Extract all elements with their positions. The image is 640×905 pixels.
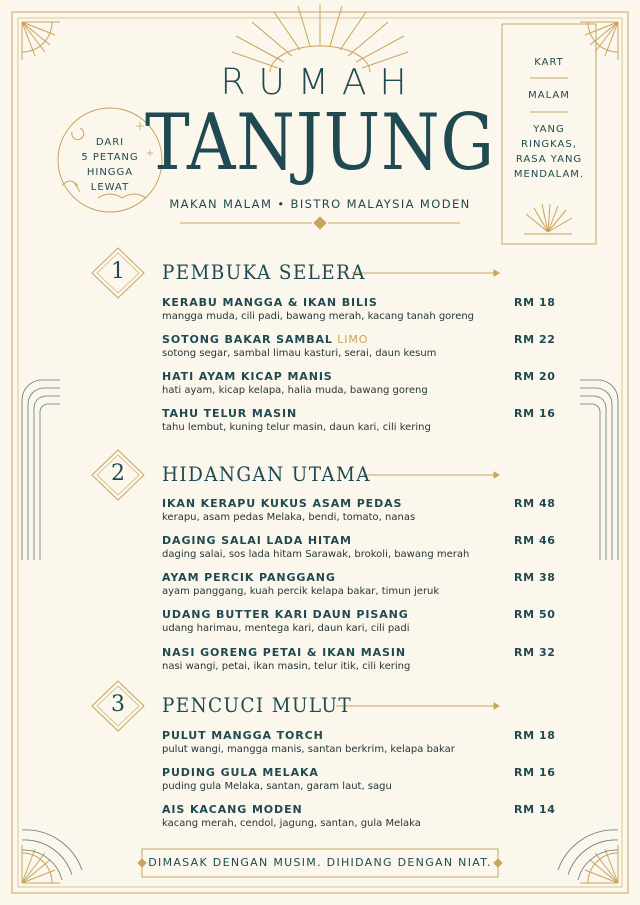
menu-note-line: MENDALAM.: [513, 169, 585, 180]
menu-item-name: UDANG BUTTER KARI DAUN PISANG: [162, 608, 409, 621]
menu-item-desc: nasi wangi, petai, ikan masin, telur itik, cili kering: [162, 661, 411, 672]
menu-note-line: RASA YANG: [515, 154, 583, 165]
left-arch-ornament: [22, 380, 60, 560]
brand-name-main: TANJUNG: [145, 98, 495, 188]
menu-item-price: RM 16: [514, 766, 556, 779]
right-arch-ornament: [580, 380, 618, 560]
menu-item-name: TAHU TELUR MASIN: [162, 407, 298, 420]
menu-note-line: YANG: [533, 124, 565, 135]
menu-item-name: AIS KACANG MODEN: [162, 803, 303, 816]
menu-item-price: RM 50: [514, 608, 556, 621]
menu-item-desc: kacang merah, cendol, jagung, santan, gula Melaka: [162, 818, 421, 829]
tagline: MAKAN MALAM • BISTRO MALAYSIA MODEN: [169, 197, 471, 211]
menu-item-price: RM 20: [514, 370, 556, 383]
menu-item-desc: pulut wangi, mangga manis, santan berkrim, kelapa bakar: [162, 744, 455, 755]
menu-item-name: IKAN KERAPU KUKUS ASAM PEDAS: [162, 497, 403, 510]
menu-note-subtitle: MALAM: [528, 90, 570, 101]
section-title: PENCUCI MULUT: [162, 693, 352, 717]
menu-item-desc: hati ayam, kicap kelapa, halia muda, bawang goreng: [162, 385, 428, 396]
menu-item-desc: kerapu, asam pedas Melaka, bendi, tomato, nanas: [162, 512, 416, 523]
menu-item-name: PULUT MANGGA TORCH: [162, 729, 324, 742]
hours-line: HINGGA: [86, 167, 134, 178]
menu-item-desc: tahu lembut, kuning telur masin, daun kari, cili kering: [162, 422, 431, 433]
menu-item-price: RM 14: [514, 803, 556, 816]
menu-item-desc: udang harimau, mentega kari, daun kari, cili padi: [162, 623, 410, 634]
menu-item-name: NASI GORENG PETAI & IKAN MASIN: [162, 646, 406, 659]
menu-item-price: RM 48: [514, 497, 556, 510]
menu-item-price: RM 18: [514, 729, 556, 742]
menu-note-body: [502, 122, 596, 182]
menu-note-line: RINGKAS,: [521, 139, 577, 150]
hours-badge: [70, 135, 150, 195]
bottom-right-arc: [558, 830, 618, 880]
menu-item-price: RM 32: [514, 646, 556, 659]
menu-item-desc: mangga muda, cili padi, bawang merah, kacang tanah goreng: [162, 311, 475, 322]
hours-line: 5 PETANG: [81, 152, 139, 163]
menu-item-desc: sotong segar, sambal limau kasturi, serai, daun kesum: [162, 348, 437, 359]
menu-item-name: KERABU MANGGA & IKAN BILIS: [162, 296, 378, 309]
menu-item-price: RM 16: [514, 407, 556, 420]
section-title: PEMBUKA SELERA: [162, 260, 366, 284]
menu-item-name: PUDING GULA MELAKA: [162, 766, 319, 779]
menu-item-price: RM 18: [514, 296, 556, 309]
menu-note-title: KART: [534, 57, 564, 68]
menu-item-price: RM 38: [514, 571, 556, 584]
menu-item-name: [162, 333, 368, 346]
section-number: 1: [111, 259, 125, 284]
menu-item-desc: ayam panggang, kuah percik kelapa bakar, timun jeruk: [162, 586, 440, 597]
menu-item-name: DAGING SALAI LADA HITAM: [162, 534, 352, 547]
menu-item-desc: daging salai, sos lada hitam Sarawak, brokoli, bawang merah: [162, 549, 470, 560]
menu-item-desc: puding gula Melaka, santan, garam laut, sagu: [162, 781, 392, 792]
menu-item-name: AYAM PERCIK PANGGANG: [162, 571, 336, 584]
brand-name-top: RUMAH: [220, 62, 420, 103]
menu-item-name-tail: LIMO: [332, 333, 369, 346]
menu-item-price: RM 22: [514, 333, 556, 346]
hours-line: LEWAT: [90, 182, 130, 193]
corner-fan-icon: [22, 22, 60, 60]
menu-item-price: RM 46: [514, 534, 556, 547]
section-title: HIDANGAN UTAMA: [162, 462, 371, 486]
section-number: 3: [111, 692, 125, 717]
footer-slogan: DIMASAK DENGAN MUSIM. DIHIDANG DENGAN NIAT.: [148, 856, 492, 869]
menu-item-name: HATI AYAM KICAP MANIS: [162, 370, 333, 383]
menu-item-name-main: SOTONG BAKAR SAMBAL: [162, 333, 333, 346]
section-number: 2: [111, 461, 125, 486]
bottom-left-arc: [22, 830, 82, 880]
hours-line: DARI: [95, 137, 125, 148]
